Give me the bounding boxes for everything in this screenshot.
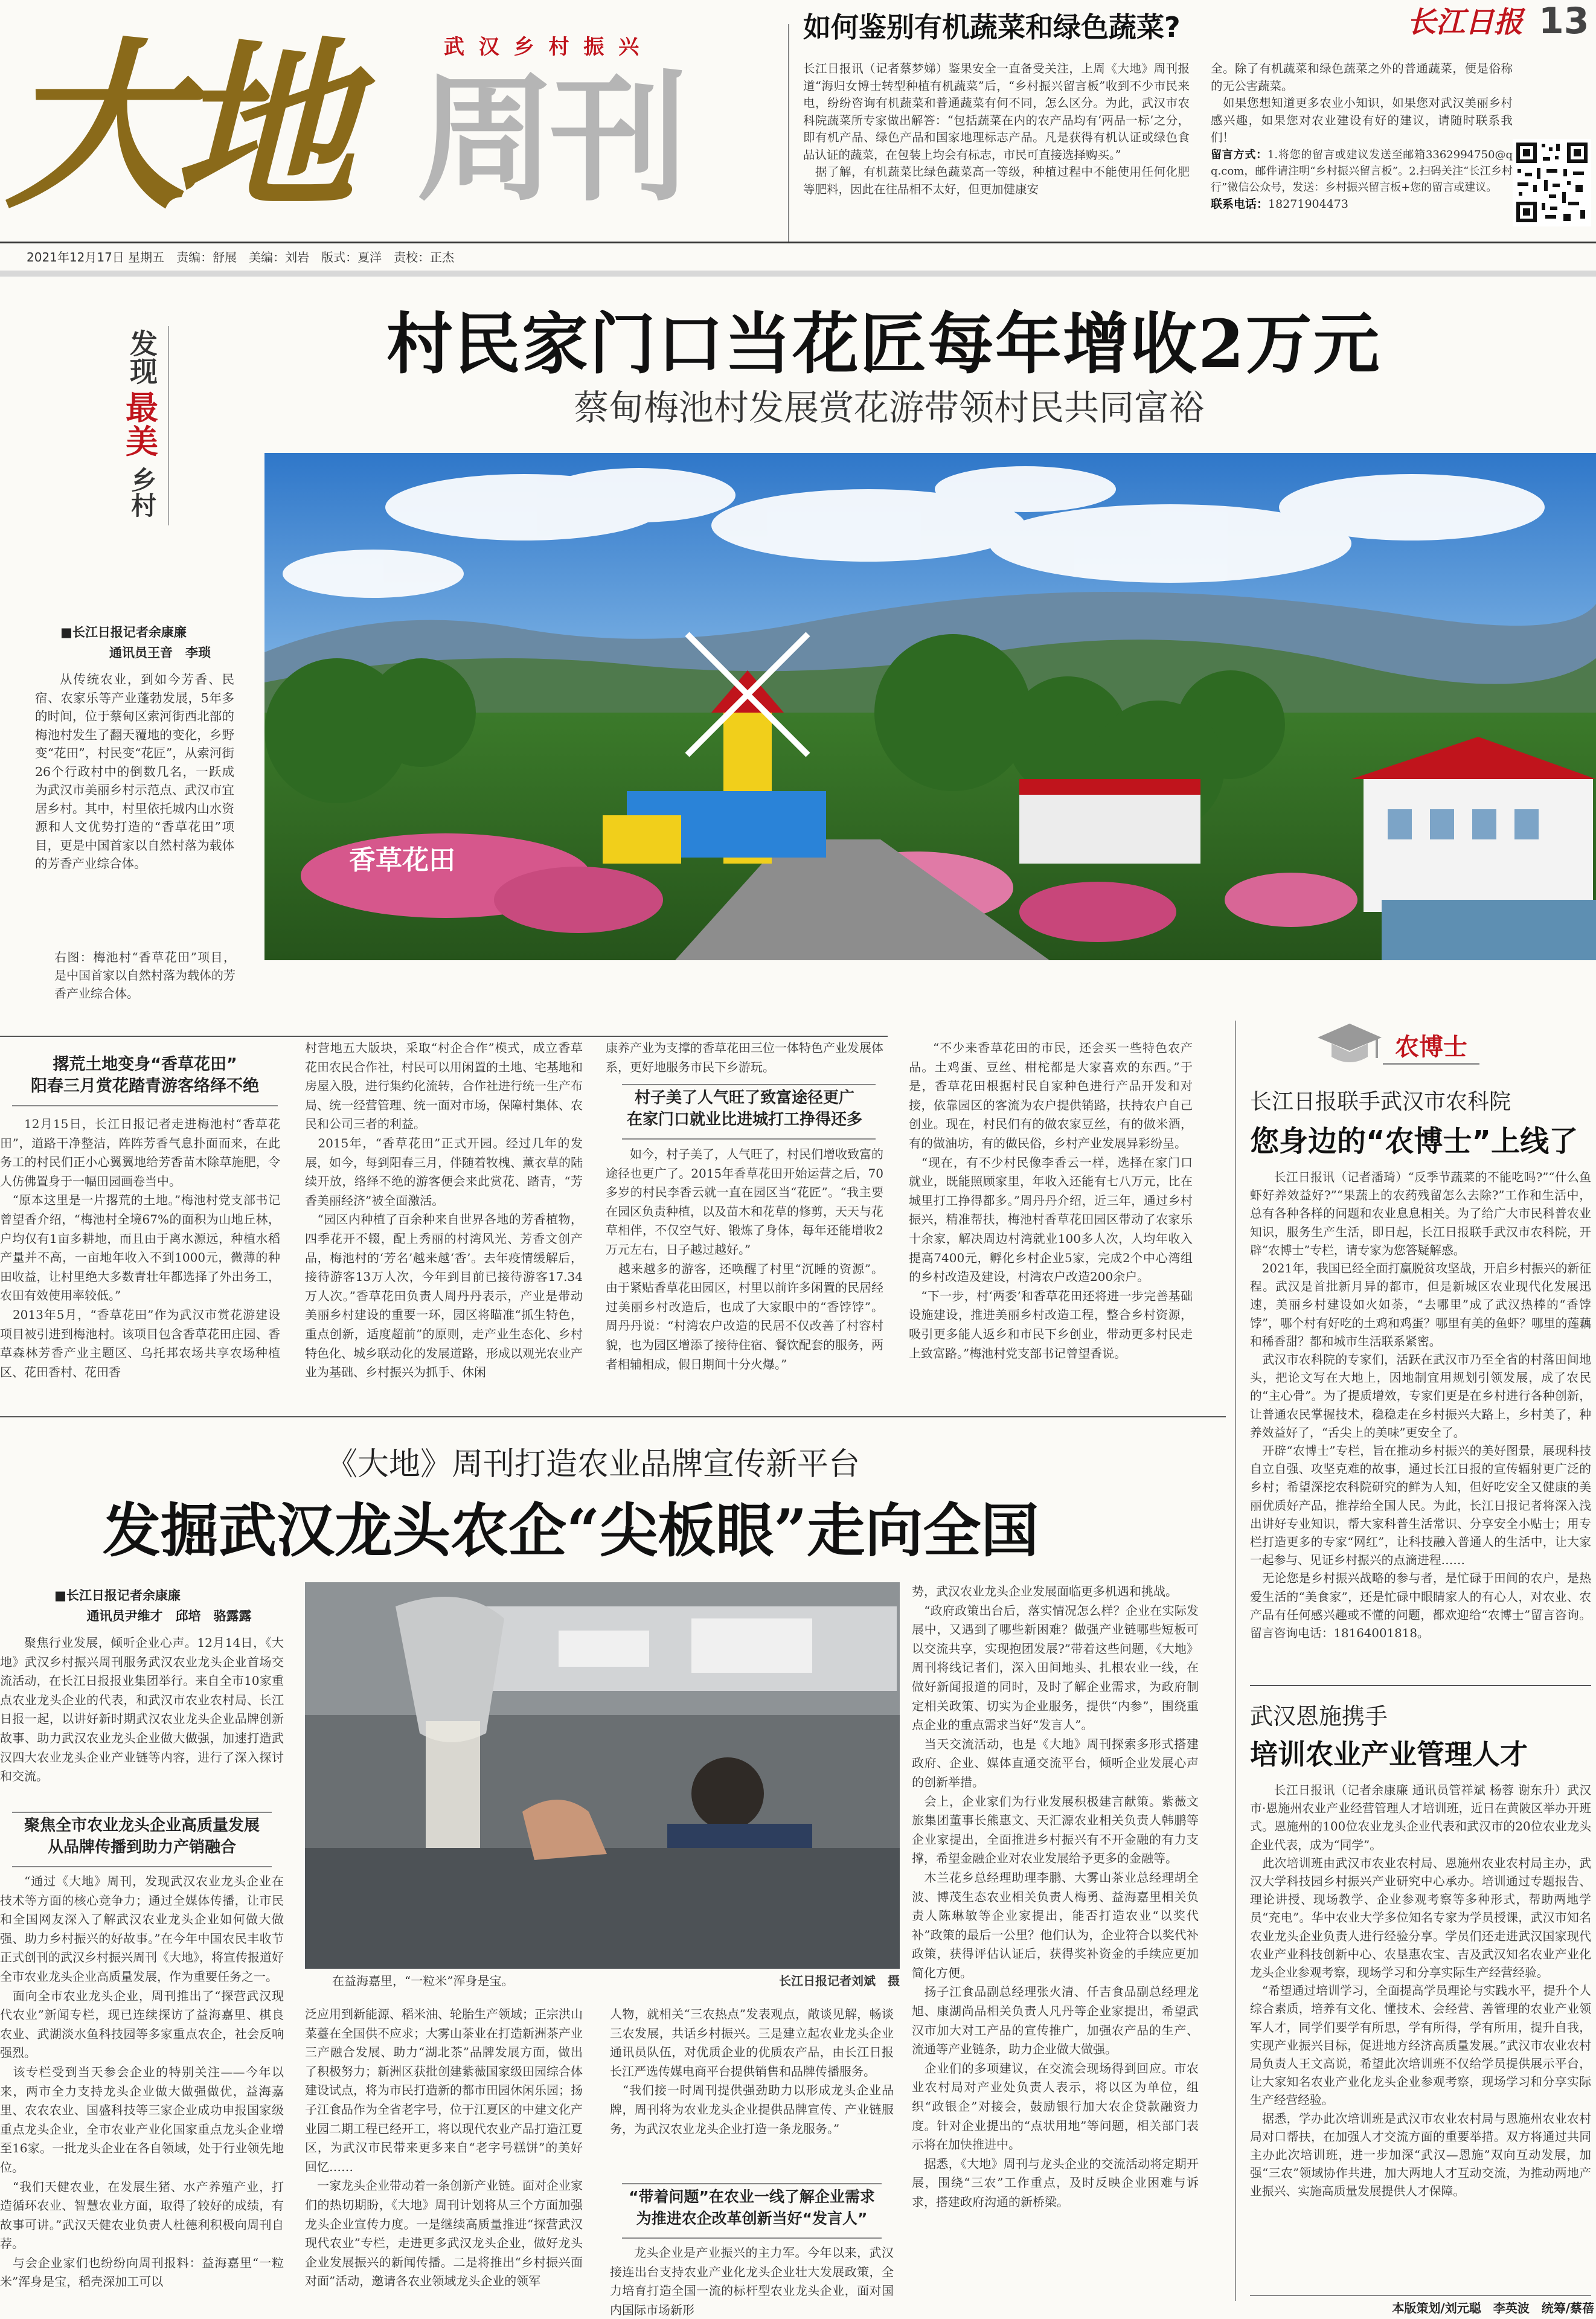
- brand-sub1-title-a: 聚焦全市农业龙头企业高质量发展: [24, 1817, 260, 1835]
- main-byline-1: ■长江日报记者余康廉: [60, 625, 187, 640]
- brand-headline: 发掘武汉龙头农企“尖板眼”走向全国: [103, 1496, 1039, 1565]
- main-sub2-title-a: 村子美了人气旺了致富途径更广: [634, 1089, 854, 1107]
- label-xiangcun: 乡村: [127, 467, 157, 518]
- top-article-col2-wrap: [1211, 60, 1513, 236]
- main-col3a: 康养产业为支撑的香草花田三位一体特色产业发展体系，更好地服务市民下乡游玩。: [606, 1041, 883, 1074]
- brand-photo: [305, 1582, 900, 1969]
- top-article-col2: 全。除了有机蔬菜和绿色蔬菜之外的普通蔬菜，便是俗称的无公害蔬菜。 如果您想知道更多农业小知识，如果您对武汉美丽乡村感兴趣，如果您对农业建设有好的建议，请随时联系我们！: [1211, 62, 1513, 144]
- enshi-title-b: 培训农业产业管理人才: [1250, 1738, 1528, 1771]
- nongboshi-kicker: 长江日报联手武汉市农科院: [1250, 1089, 1511, 1114]
- main-sub1-title: [0, 1054, 290, 1102]
- info-bar-top-rule: [0, 242, 1596, 243]
- top-article-title: 如何鉴别有机蔬菜和绿色蔬菜?: [803, 11, 1181, 43]
- nongboshi-badge: 农博士: [1383, 1030, 1479, 1065]
- phone-number: 18271904473: [1268, 197, 1348, 211]
- brand-sub2-title-b: 为推进农企改革创新当好“发言人”: [636, 2210, 868, 2227]
- right-col-divider: [1235, 1021, 1236, 2301]
- brand-byline-1: ■长江日报记者余康廉: [54, 1588, 181, 1603]
- discover-beauty-label: [121, 323, 163, 528]
- main-sub2-rule-bottom: [622, 1138, 876, 1140]
- brand-sub1-title: [0, 1815, 284, 1863]
- main-col1: 12月15日，长江日报记者走进梅池村“香草花田”，道路干净整洁，阵阵芳香气息扑面而来，在此务工的村民们正小心翼翼地给芳香苗木除草施肥，令人仿佛置身于一幅田园画卷当中。 “原本这里是一片撂荒的土地。”梅池村党支部书记曾望香介绍，“梅池村全境67%的面积为山地丘林，户均仅有1亩多耕地，而且由于离水源远，种植水稻产量并不高，一亩地年收入不到1000元，微薄的种田收益，让村里绝大多数青壮年都选择了外出务工，农田有效使用率较低。” 2013年5月，“香草花田”作为武汉市赏花游建设项目被引进到梅池村。该项目包含香草花田庄园、香草森林芳香产业主题区、乌托邦农场共享农场种植区、花田香村、花田香: [0, 1117, 280, 1379]
- nongboshi-text: 长江日报讯（记者潘琦）“反季节蔬菜的不能吃吗?”“什么鱼虾好养效益好?”“果蔬上的农药残留怎么去除?”工作和生活中，总有各种各样的问题和农业息息相关。为了给广大市民科普农业知识，服务生产生活，即日起，长江日报联手武汉市农科院，开辟“农博士”专栏，请专家为您答疑解惑。 2021年，我国已经全面打赢脱贫攻坚战，开启乡村振兴的新征程。武汉是首批新月异的都市，但是新城区农业现代化发展迅速，美丽乡村建设如火如荼，“去哪里”成了武汉热棒的“香饽饽”，哪个村有好吃的土鸡和鸡蛋？哪里有美的鱼虾？哪里的莲藕和稀香甜？都和城市生活联系紧密。 武汉市农科院的专家们，活跃在武汉市乃至全省的村落田间地头，把论文写在大地上，因地制宜用规划引领发展，成了农民的“主心骨”。为了提质增效，专家们更是在乡村进行各种创新，让普通农民掌握技术，稳稳走在乡村振兴大路上，乡村美了，种养效益好了，“舌尖上的美味”更安全了。 开辟“农博士”专栏，旨在推动乡村振兴的美好图景，展现科技自立自强、攻坚克难的故事，通过长江日报的宣传辐射更广泛的乡村；希望深挖农科院研究的鲜为人知，但好吃安全又健康的美丽优质好产品，推荐给全国人民。为此，长江日报记者将深入浅出讲好专业知识，帮大家科普生活常识、分享安全小贴士；用专栏打造更多的专家“网红”，让科技融入普通人的生活中，让大家一起参与、见证乡村振兴的点滴进程…… 无论您是乡村振兴战略的参与者，是忙碌于田间的农户，是热爱生活的“美食家”，还是忙碌中眼睛家人的有心人，对农业、农产品有任何感兴趣或不懂的问题，都欢迎给“农博士”留言咨询。留言咨询电话：18164001818。: [1250, 1170, 1591, 1641]
- main-sub2-title-b: 在家门口就业比进城打工挣得还多: [626, 1111, 862, 1129]
- main-cols-top-rule: [0, 1036, 888, 1037]
- main-lead: 从传统农业，到如今芳香、民宿、农家乐等产业蓬勃发展，5年多的时间，位于蔡甸区索河街西北部的梅池村发生了翻天覆地的变化，乡野变“花田”，村民变“花匠”，从索河街26个行政村中的倒数几名，一跃成为武汉市美丽乡村示范点、武汉市宜居乡村。其中，村里依托城内山水资源和人文优势打造的“香草花田”项目，更是中国首家以自然村落为载体的芳香产业综合体。: [35, 672, 234, 871]
- page-number: 13: [1539, 0, 1589, 42]
- main-sub1-title-a: 撂荒土地变身“香草花田”: [53, 1055, 237, 1074]
- main-col4: “不少来香草花田的市民，还会买一些特色农产品。土鸡蛋、豆丝、柑柁都是大家喜欢的东西。”于是，香草花田根据村民自家种色进行产品开发和对接，依靠园区的客流为农户提供销路，扶持农户自己创业。现在，村民们有的做农家豆丝，有的做米酒，有的做油坊，有的做民俗，乡村产业发展异彩纷呈。 “现在，有不少村民像李香云一样，选择在家门口就业，既能照顾家里，年收入还能有七八万元，比在城里打工挣得都多。”周丹丹介绍，近三年，通过乡村振兴，精准帮扶，梅池村香草花田园区带动了农家乐十余家，解决周边村湾就业100多人次，人均年收入提高7400元，孵化乡村企业5家，完成2个中心湾组的乡村改造及建设，村湾农户改造200余户。 “下一步，村‘两委’和香草花田还将进一步完善基础设施建设，推进美丽乡村改造工程，整合乡村资源，吸引更多能人返乡和市民下乡创业，带动更多村民走上致富路。”梅池村党支部书记曾望香说。: [909, 1041, 1193, 1361]
- enshi-text: 长江日报讯（记者余康廉 通讯员管祥斌 杨蓉 谢东升）武汉市·恩施州农业产业经营管理人才培训班，近日在黄陂区举办开班式。恩施州的100位农业龙头企业代表和武汉市的20位农业龙头企业代表，成为“同学”。 此次培训班由武汉市农业农村局、恩施州农业农村局主办，武汉大学科技园乡村振兴产业研究中心承办。培训通过专题报告、理论讲授、现场教学、企业参观考察等多种形式，帮助两地学员“充电”。华中农业大学多位知名专家为学员授课，武汉市知名农业龙头企业负责人进行经验分享。学员们还走进武汉国家现代农业产业科技创新中心、农垦惠农宝、吉及武汉知名农业产业化龙头企业参观考察，现场学习和分享实际生产经营经验。 “希望通过培训学习，全面提高学员理论与实践水平，提升个人综合素质，培养有文化、懂技术、会经营、善管理的农业产业领军人才，同学们要学有所思，学有所得，学有所用，提升自我，实现产业振兴目标，促进地方经济高质量发展。”武汉市农业农村局负责人王文高说，希望此次培训班不仅给学员提供展示平台，让大家知名农业产业化龙头企业参观考察，现场学习和分享实际生产经营经验。 据悉，学办此次培训班是武汉市农业农村局与恩施州农业农村局对口帮扶，在加强人才交流方面的重要举措。双方将通过共同主办此次培训班，进一步加深“武汉—恩施”双向互动发展，加强“三农”领域协作共进，加大两地人才互动交流，为推动两地产业振兴、实施高质量发展提供人才保障。: [1250, 1783, 1591, 2199]
- brand-top-rule: [0, 1416, 1226, 1417]
- brand-sub2-title-a: “带着问题”在农业一线了解企业需求: [629, 2188, 875, 2205]
- sidebar-label-rule: [168, 326, 169, 525]
- info-bar-bottom-rule: [0, 271, 1596, 277]
- contact-label: 留言方式：: [1211, 148, 1268, 161]
- enshi-title-a: 武汉恩施携手: [1250, 1703, 1388, 1730]
- top-article-col1: 长江日报讯（记者蔡梦娣）鉴果安全一直备受关注，上周《大地》周刊报道“海归女博士转型种植有机蔬菜”后，“乡村振兴留言板”收到不少市民来电，纷纷咨询有机蔬菜和普通蔬菜有何不同，怎么区分。为此，武汉市农科院蔬菜所专家做出解答：“包括蔬菜在内的农产品均有‘两品一标’之分，即有机产品、绿色产品和国家地理标志产品。凡是获得有机认证或绿色食品认证的蔬菜，在包装上均会有标志，市民可直接选择购买。” 据了解，有机蔬菜比绿色蔬菜高一等级，种植过程中不能使用任何化肥等肥料，因此在往品相不太好，但更加健康安: [803, 62, 1190, 196]
- photo-sign: 香草花田: [349, 845, 455, 876]
- main-col2: 村营地五大版块，采取“村企合作”模式，成立香草花田农民合作社，村民可以用闲置的土地、宅基地和房屋入股，进行集约化流转，合作社进行统一生产布局、统一经营管理、统一面对市场，保障村集体、农民和公司三者的利益。 2015年，“香草花田”正式开园。经过几年的发展，如今，每到阳春三月，伴随着牧槐、薰衣草的陆续开放，络绎不绝的游客便会来此赏花、踏青，“芳香美丽经济”被全面激活。 “园区内种植了百余种来自世界各地的芳香植物，四季花开不辍，配上秀丽的村湾风光、芳香文创产品，梅池村的‘芳名’越来越‘香’。去年疫情缓解后，接待游客13万人次，今年到目前已接待游客17.34万人次。”香草花田负责人周丹丹表示，产业是带动美丽乡村建设的重要一环，园区将瞄准“抓生特色，重点创新，适度超前”的原则，走产业生态化、乡村特色化、城乡联动化的发展道路，形成以观光农业产业为基础、乡村振兴为抓手、休闲: [305, 1041, 583, 1380]
- brand-photo-caption: 在益海嘉里，“一粒米”浑身是宝。: [332, 1974, 514, 1988]
- footer-rule: [1250, 2295, 1591, 2296]
- brand-col2: 泛应用到新能源、稻米油、轮胎生产领域；正宗洪山菜薹在全国供不应求；大雾山茶业在打造新洲茶产业三产融合发展、助力“湖北茶”品牌发展方面，做出了积极努力；新洲区获批创建紫薇国家级田园综合体建设试点，将为市民打造新的都市田园休闲乐园；扬子江食品作为全省老字号，位于江夏区的中建文化产业园二期工程已经开工，将以现代农业产品打造江夏区，为武汉市民带来更多来自“老字号糕饼”的美好回忆…… 一家龙头企业带动着一条创新产业链。面对企业家们的热切期盼，《大地》周刊计划将从三个方面加强龙头企业宣传力度。一是继续高质量推进“探营武汉现代农业”专栏，走进更多武汉龙头企业，做好龙头企业发展振兴的新闻传播。二是将推出“乡村振兴面对面”活动，邀请各农业领域龙头企业的领军: [305, 2007, 583, 2289]
- main-byline-2: 通讯员王音 李琐: [109, 646, 211, 660]
- top-article-phone: [1211, 196, 1513, 213]
- label-faxian: 发现: [126, 329, 158, 385]
- info-bar: 2021年12月17日 星期五 责编：舒展 美编：刘岩 版式：夏洋 责校：正杰: [27, 250, 455, 265]
- main-sub2-title: [606, 1087, 883, 1135]
- mortarboard-icon: [1316, 1021, 1383, 1069]
- main-photo: [264, 453, 1596, 960]
- label-mei: 美: [126, 422, 158, 461]
- brand-col4: 势，武汉农业龙头企业发展面临更多机遇和挑战。 “政府政策出台后，落实情况怎么样？企业在实际发展中，又遇到了哪些新困难？做强产业链哪些短板可以交流共享，实现抱团发展?”带着这些问题，《大地》周刊将线记者们，深入田间地头、扎根农业一线，在做好新闻报道的同时，及时了解企业需求，为政府制定相关政策、切实为企业服务，提供“内参”，围绕重点企业的重点需求当好“发言人”。 当天交流活动，也是《大地》周刊探索多形式搭建政府、企业、媒体直通交流平台，倾听企业发展心声的创新举措。 会上，企业家们为行业发展积极建言献策。紫薇文旅集团董事长熊惠文、天汇源农业相关负责人韩鹏等企业家提出，全面推进乡村振兴有不开金融的有力支撑，希望金融企业对农业发展给予更多的金融等。 木兰花乡总经理助理李鹏、大雾山茶业总经理胡全波、博茂生态农业相关负责人梅勇、益海嘉里相关负责人陈琳敏等企业家提出，能否打造农业“以奖代补”政策的最后一公里？他们认为，企业符合以奖代补政策，获得评估认证后，获得奖补资金的手续应更加简化方便。 扬子江食品副总经理张火清、仟吉食品副总经理龙旭、康湖尚品相关负责人凡丹等企业家提出，希望武汉市加大对工产品的宣传推广，加强农产品的生产、流通等产业链条，助力企业做大做强。 企业们的多项建议，在交流会现场得到回应。市农业农村局对产业处负责人表示，将以区为单位，组织“政银企”对接会，鼓励银行加大农企贷款融资力度。针对企业提出的“点状用地”等问题，相关部门表示将在加快推进中。 据悉，《大地》周刊与龙头企业的交流活动将定期开展，围绕“三农”工作重点，及时反映企业困难与诉求，搭建政府沟通的新桥梁。: [912, 1584, 1199, 2209]
- paper-logo: 长江日报: [1407, 5, 1524, 39]
- phone-label: 联系电话：: [1211, 197, 1269, 211]
- nongboshi-title: 您身边的“农博士”上线了: [1250, 1124, 1578, 1158]
- brand-sub2-rule-top: [622, 2183, 882, 2184]
- brand-byline: [54, 1585, 284, 1634]
- main-sub1-title-b: 阳春三月赏花踏青游客络绎不绝: [31, 1077, 259, 1095]
- label-zui: 最: [126, 388, 158, 427]
- main-subheadline: 蔡甸梅池村发展赏花游带领村民共同富裕: [574, 387, 1205, 428]
- brand-byline-2: 通讯员尹维才 邱培 骆露露: [86, 1609, 252, 1623]
- brand-col3b: 龙头企业是产业振兴的主力军。今年以来，武汉接连出台支持农业产业化龙头企业壮大发展政策，全力培育打造全国一流的标杆型农业龙头企业，面对国内国际市场新形: [610, 2245, 894, 2317]
- contact-text: 1.将您的留言或建议发送至邮箱3362994750@qq.com，邮件请注明“乡村振兴留言板”。2.扫码关注“长江乡村行”微信公众号，发送：乡村振兴留言板+您的留言或建议。: [1211, 148, 1513, 194]
- masthead-divider: [788, 24, 789, 242]
- brand-sub1-title-b: 从品牌传播到助力产销融合: [47, 1838, 236, 1856]
- brand-sub1-rule-top: [12, 1812, 272, 1813]
- masthead-title-big: 大地: [5, 20, 343, 233]
- enshi-top-rule: [1250, 1685, 1591, 1686]
- masthead: [0, 0, 785, 272]
- main-sub1-rule: [12, 1105, 278, 1106]
- brand-photo-credit: 长江日报记者刘斌 摄: [779, 1974, 900, 1988]
- main-col3b: 如今，村子美了，人气旺了，村民们增收致富的途径也更广了。2015年香草花田开始运营之后，70多岁的村民李香云就一直在园区当“花匠”。“我主要在园区负责种植，以及苗木和花草的修剪，天天与花草相伴，不仅空气好、锻炼了身体，每年还能增收2万元左右，日子越过越好。” 越来越多的游客，还唤醒了村里“沉睡的资源”。由于紧贴香草花田园区，村里以前许多闲置的民居经过美丽乡村改造后，也成了大家眼中的“香饽饽”。周丹丹说：“村湾农户改造的民居不仅改善了村容村貌，也为园区增添了接待住宿、餐饮配套的服务，两者相辅相成，假日期间十分火爆。”: [606, 1147, 883, 1371]
- page-footer-credits: 本版策划/刘元聪 李英波 统筹/蔡蓓: [1392, 2301, 1594, 2315]
- top-article-contact: [1211, 147, 1513, 196]
- brand-sub1-rule-bottom: [12, 1866, 272, 1867]
- brand-col3a: 人物，就相关“三农热点”发表观点，敞谈见解，畅谈三农发展，共话乡村振兴。三是建立起农业龙头企业通讯员队伍，对优质企业的优质农产品，由长江日报长江严选传媒电商平台提供销售和品牌传播服务。 “我们接一时周刊提供强劲助力以形成龙头企业品牌，周刊将为农业龙头企业提供品牌宣传、产业链服务，为武汉农业龙头企业打造一条龙服务。”: [610, 2007, 894, 2136]
- masthead-title-zhou: 周刊: [417, 57, 683, 220]
- qr-code-icon: [1513, 139, 1591, 226]
- main-headline: 村民家门口当花匠每年增收2万元: [386, 305, 1381, 383]
- main-byline: [60, 622, 260, 670]
- brand-lead: 聚焦行业发展，倾听企业心声。12月14日，《大地》武汉乡村振兴周刊服务武汉农业龙头企业首场交流活动，在长江日报报业集团举行。来自全市10家重点农业龙头企业的代表，和武汉市农业农村局、长江日报一起，以讲好新时期武汉农业龙头企业品牌创新故事、助力武汉农业龙头企业做大做强，加速打造武汉四大农业龙头企业产业链等内容，进行了深入探讨和交流。: [0, 1635, 284, 1784]
- brand-kicker: 《大地》周刊打造农业品牌宣传新平台: [326, 1446, 860, 1483]
- masthead-slogan: 武 汉 乡 村 振 兴: [444, 35, 643, 59]
- brand-col1: “通过《大地》周刊，发现武汉农业龙头企业在技术等方面的核心竞争力；通过全媒体传播，让市民和全国网友深入了解武汉农业龙头企业如何做大做强、助力乡村振兴的好故事。”在今年中国农民丰收节正式创刊的武汉乡村振兴周刊《大地》，将宣传报道好全市农业龙头企业高质量发展，作为重要任务之一。 面向全市农业龙头企业，周刊推出了“探营武汉现代农业”新闻专栏，现已连续探访了益海嘉里、棋良农业、武湖淡水鱼科技园等多家重点农企，社会反响强烈。 该专栏受到当天参会企业的特别关注——今年以来，两市全力支持龙头企业做大做强做优，益海嘉里、农农农业、国盛科技等三家企业成功申报国家级重点龙头企业，全市农业产业化国家重点龙头企业增至16家。一批龙头企业在各自领域，处于行业领先地位。 “我们天健农业，在发展生猪、水产养殖产业，打造循环农业、智慧农业方面，取得了较好的成绩，有故事可讲。”武汉天健农业负责人杜德利积极向周刊自荐。 与会企业家们也纷纷向周刊报料：益海嘉里“一粒米”浑身是宝，稻壳深加工可以: [0, 1874, 284, 2289]
- main-sub2-rule-top: [622, 1084, 876, 1085]
- main-photo-caption: 右图：梅池村“香草花田”项目，是中国首家以自然村落为载体的芳香产业综合体。: [54, 950, 236, 1001]
- brand-sub2-title: [610, 2186, 894, 2234]
- brand-sub2-rule-bottom: [622, 2237, 882, 2239]
